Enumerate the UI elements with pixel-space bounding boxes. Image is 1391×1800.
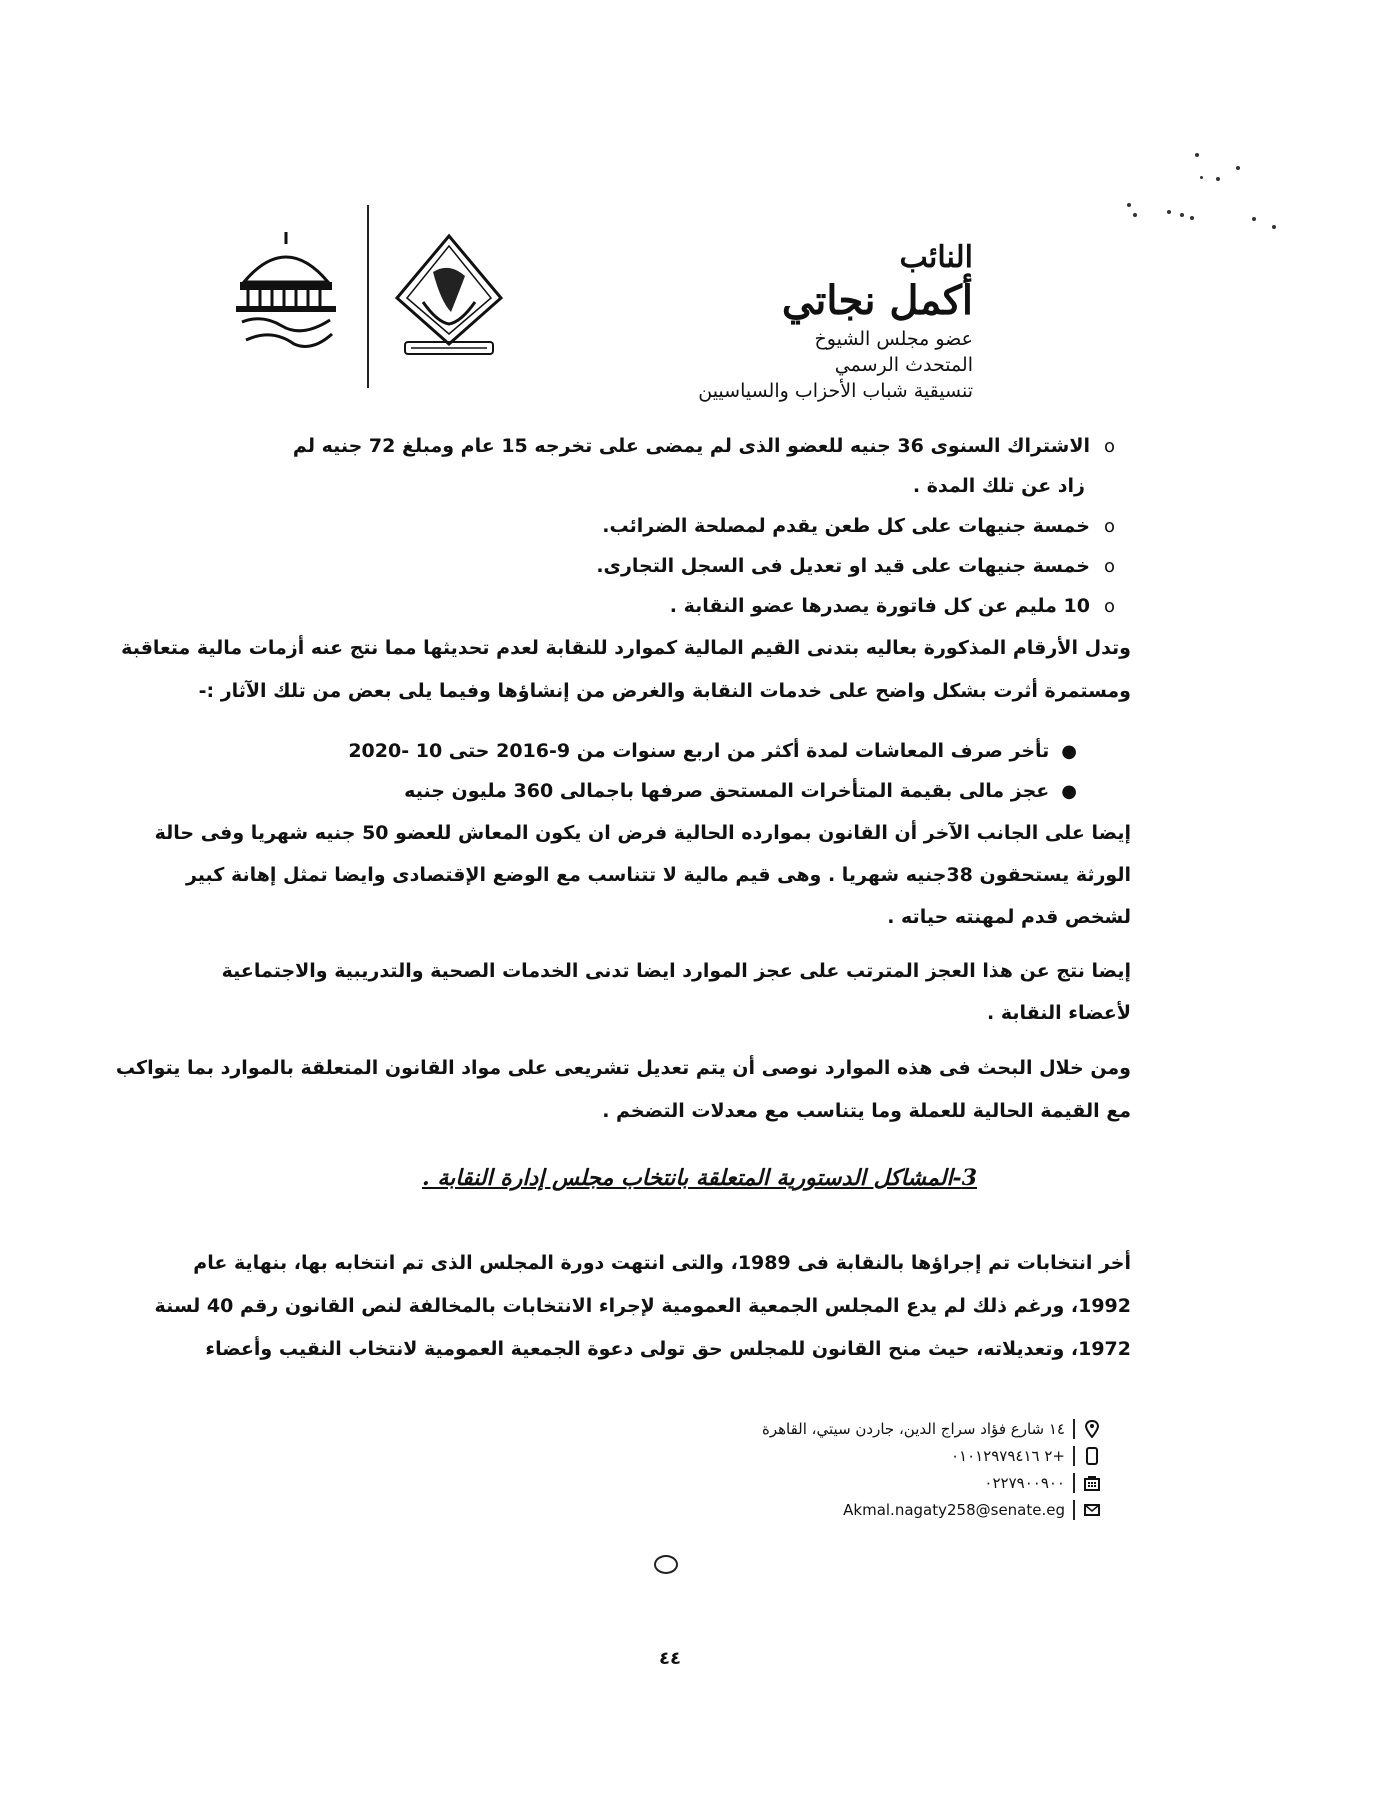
dot-bullet-icon: ● xyxy=(1061,741,1077,762)
landline-phone-icon xyxy=(1083,1474,1101,1492)
paragraph-3-line-1: إيضا نتج عن هذا العجز المترتب على عجز الموارد ايضا تدنى الخدمات الصحية والتدريبية والاجتماعية xyxy=(221,960,1131,982)
circle-mark-icon xyxy=(654,1555,678,1574)
footer-address-row xyxy=(762,1415,1101,1442)
footer-mobile: +٢ ٠١٠١٢٩٧٩٤١٦ xyxy=(950,1446,1065,1465)
paragraph-3-line-2: لأعضاء النقابة . xyxy=(986,1002,1131,1024)
sub-bullet-2: oخمسة جنيهات على كل طعن يقدم لمصلحة الضرائب. xyxy=(602,515,1115,537)
body-text xyxy=(115,0,1131,1800)
footer-phone-row xyxy=(762,1469,1101,1496)
dot-bullet-2: ●عجز مالى بقيمة المتأخرات المستحق صرفها باجمالى 360 مليون جنيه xyxy=(404,780,1077,802)
member-role-3: تنسيقية شباب الأحزاب والسياسيين xyxy=(698,380,973,402)
paragraph-5-line-1: أخر انتخابات تم إجراؤها بالنقابة فى 1989، والتى انتهت دورة المجلس الذى تم انتخابه بها، بنهاية عام xyxy=(193,1252,1131,1274)
member-role-1: عضو مجلس الشيوخ xyxy=(814,328,973,350)
section-heading: 3-المشاكل الدستورية المتعلقة بانتخاب مجلس إدارة النقابة . xyxy=(422,1165,977,1191)
page-number: ٤٤ xyxy=(659,1648,681,1669)
sub-bullet-3: oخمسة جنيهات على قيد او تعديل فى السجل التجارى. xyxy=(596,555,1115,577)
paragraph-2-line-1: إيضا على الجانب الآخر أن القانون بموارده الحالية فرض ان يكون المعاش للعضو 50 جنيه شهريا وفى حالة xyxy=(154,822,1131,844)
circle-bullet-icon: o xyxy=(1103,556,1115,577)
sub-bullet-4: o10 مليم عن كل فاتورة يصدرها عضو النقابة . xyxy=(669,595,1115,617)
envelope-icon xyxy=(1083,1501,1101,1519)
paragraph-1-line-1: وتدل الأرقام المذكورة بعاليه بتدنى القيم المالية كموارد للنقابة لعدم تحديثها مما نتج عنه أزمات مالية متعاقبة xyxy=(121,637,1131,659)
footer-email[interactable]: Akmal.nagaty258@senate.eg xyxy=(843,1500,1065,1519)
paragraph-5-line-2: 1992، ورغم ذلك لم يدع المجلس الجمعية العمومية لإجراء الانتخابات بالمخالفة لنص القانون رقم 40 لسنة xyxy=(154,1295,1131,1317)
dot-bullet-1: ●تأخر صرف المعاشات لمدة أكثر من اربع سنوات من 9-2016 حتى 10 -2020 xyxy=(348,740,1077,762)
circle-bullet-icon: o xyxy=(1103,516,1115,537)
location-pin-icon xyxy=(1083,1420,1101,1438)
footer-email-row xyxy=(762,1496,1101,1523)
member-name: أكمل نجاتي xyxy=(781,277,973,324)
member-role-2: المتحدث الرسمي xyxy=(834,354,973,376)
sub-bullet-1-cont: زاد عن تلك المدة . xyxy=(912,475,1085,497)
paragraph-4-line-1: ومن خلال البحث فى هذه الموارد نوصى أن يتم تعديل تشريعى على مواد القانون المتعلقة بالموارد بما يتواكب xyxy=(115,1057,1131,1079)
contact-footer xyxy=(762,1415,1101,1523)
footer-phone: ٠٢٢٧٩٠٠٩٠٠ xyxy=(984,1473,1065,1492)
footer-address: ١٤ شارع فؤاد سراج الدين، جاردن سيتي، القاهرة xyxy=(761,1419,1065,1438)
paragraph-5-line-3: 1972، وتعديلاته، حيث منح القانون للمجلس حق تولى دعوة الجمعية العمومية لانتخاب النقيب وأعضاء xyxy=(205,1338,1131,1360)
paragraph-2-line-3: لشخص قدم لمهنته حياته . xyxy=(887,906,1131,928)
circle-bullet-icon: o xyxy=(1103,596,1115,617)
dot-bullet-icon: ● xyxy=(1061,781,1077,802)
member-title: النائب xyxy=(899,240,973,275)
paragraph-1-line-2: ومستمرة أثرت بشكل واضح على خدمات النقابة والغرض من إنشاؤها وفيما يلى بعض من تلك الآثار :- xyxy=(198,680,1131,702)
sub-bullet-1: oالاشتراك السنوى 36 جنيه للعضو الذى لم يمضى على تخرجه 15 عام ومبلغ 72 جنيه لم xyxy=(292,435,1115,457)
mobile-phone-icon xyxy=(1083,1447,1101,1465)
footer-mobile-row xyxy=(762,1442,1101,1469)
paragraph-4-line-2: مع القيمة الحالية للعملة وما يتناسب مع معدلات التضخم . xyxy=(602,1100,1131,1122)
circle-bullet-icon: o xyxy=(1103,436,1115,457)
paragraph-2-line-2: الورثة يستحقون 38جنيه شهريا . وهى قيم مالية لا تتناسب مع الوضع الإقتصادى وايضا تمثل إهانة كبير xyxy=(185,864,1131,886)
